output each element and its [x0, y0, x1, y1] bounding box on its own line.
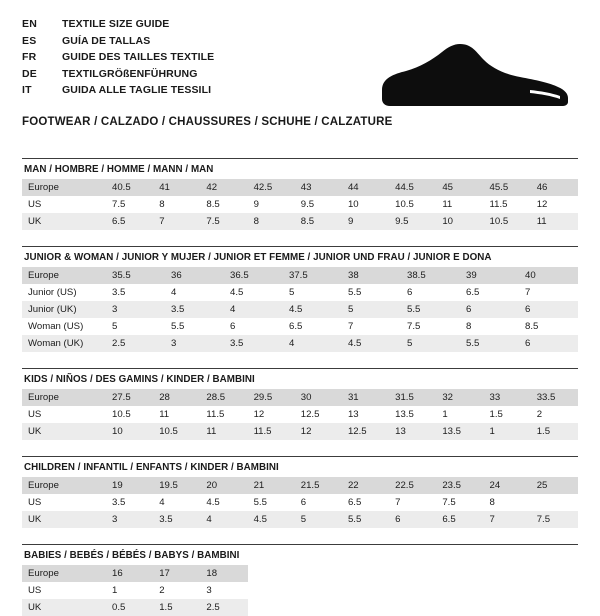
- table-cell: 21: [248, 477, 295, 494]
- table-cell: [389, 582, 436, 599]
- table-cell: 3: [106, 301, 165, 318]
- table-cell: 43: [295, 179, 342, 196]
- table-cell: 10: [106, 423, 153, 440]
- table-row: [22, 284, 578, 301]
- table-cell: [531, 599, 578, 616]
- table-row: [22, 494, 578, 511]
- row-label: Europe: [22, 389, 106, 406]
- table-cell: 13: [342, 406, 389, 423]
- table-cell: [436, 599, 483, 616]
- section-heading: JUNIOR & WOMAN / JUNIOR Y MUJER / JUNIOR ET FEMME / JUNIOR UND FRAU / JUNIOR E DONA: [22, 246, 578, 267]
- table-cell: 40: [519, 267, 578, 284]
- table-cell: 10: [436, 213, 483, 230]
- row-label: Europe: [22, 477, 106, 494]
- table-cell: 12.5: [295, 406, 342, 423]
- size-table: [22, 565, 578, 616]
- language-title: GUIDA ALLE TAGLIE TESSILI: [62, 84, 212, 96]
- table-cell: 6.5: [436, 511, 483, 528]
- table-cell: 31.5: [389, 389, 436, 406]
- table-row: [22, 318, 578, 335]
- table-cell: 6: [389, 511, 436, 528]
- row-label: Europe: [22, 565, 106, 582]
- table-cell: 4.5: [224, 284, 283, 301]
- row-label: Woman (UK): [22, 335, 106, 352]
- table-cell: 2.5: [106, 335, 165, 352]
- row-label: Junior (UK): [22, 301, 106, 318]
- table-cell: 38.5: [401, 267, 460, 284]
- table-cell: 25: [531, 477, 578, 494]
- table-cell: 8.5: [200, 196, 247, 213]
- row-label: Europe: [22, 267, 106, 284]
- table-cell: 7.5: [436, 494, 483, 511]
- table-row: [22, 335, 578, 352]
- table-cell: [436, 582, 483, 599]
- table-cell: 5.5: [248, 494, 295, 511]
- table-cell: [295, 565, 342, 582]
- table-cell: 46: [531, 179, 578, 196]
- table-cell: 1: [106, 582, 153, 599]
- row-label: Europe: [22, 179, 106, 196]
- table-cell: 39: [460, 267, 519, 284]
- size-section: [22, 246, 578, 352]
- table-cell: 5.5: [342, 511, 389, 528]
- table-cell: 4: [153, 494, 200, 511]
- table-cell: 8: [248, 213, 295, 230]
- row-label: UK: [22, 213, 106, 230]
- table-cell: 33: [484, 389, 531, 406]
- table-row: [22, 267, 578, 284]
- language-row: [22, 35, 214, 52]
- table-cell: 5: [295, 511, 342, 528]
- table-cell: 9.5: [389, 213, 436, 230]
- table-cell: 3.5: [106, 494, 153, 511]
- table-cell: 4: [283, 335, 342, 352]
- table-cell: 38: [342, 267, 401, 284]
- section-heading: KIDS / NIÑOS / DES GAMINS / KINDER / BAMBINI: [22, 368, 578, 389]
- language-code: IT: [22, 84, 32, 96]
- table-cell: 8: [484, 494, 531, 511]
- table-cell: [531, 582, 578, 599]
- table-cell: 7.5: [531, 511, 578, 528]
- table-cell: 10: [342, 196, 389, 213]
- table-cell: 22: [342, 477, 389, 494]
- table-cell: 10.5: [153, 423, 200, 440]
- table-cell: 9.5: [295, 196, 342, 213]
- table-cell: 4: [165, 284, 224, 301]
- table-cell: 10.5: [484, 213, 531, 230]
- table-cell: 18: [200, 565, 247, 582]
- table-cell: 8.5: [519, 318, 578, 335]
- table-cell: [436, 565, 483, 582]
- table-cell: 11: [200, 423, 247, 440]
- size-table: [22, 477, 578, 528]
- table-cell: 5: [106, 318, 165, 335]
- table-cell: [342, 582, 389, 599]
- table-cell: 9: [342, 213, 389, 230]
- table-cell: 41: [153, 179, 200, 196]
- language-title: GUÍA DE TALLAS: [62, 34, 151, 47]
- table-cell: [484, 565, 531, 582]
- table-cell: [295, 599, 342, 616]
- row-label: Woman (US): [22, 318, 106, 335]
- row-label: US: [22, 494, 106, 511]
- table-cell: 11.5: [248, 423, 295, 440]
- table-cell: 21.5: [295, 477, 342, 494]
- table-cell: 7: [153, 213, 200, 230]
- size-section: [22, 158, 578, 230]
- table-cell: 11: [531, 213, 578, 230]
- section-heading: MAN / HOMBRE / HOMME / MANN / MAN: [22, 158, 578, 179]
- language-row: [22, 51, 214, 68]
- language-row: [22, 84, 214, 101]
- table-cell: [389, 599, 436, 616]
- row-label: US: [22, 582, 106, 599]
- table-cell: 4: [224, 301, 283, 318]
- table-row: [22, 301, 578, 318]
- row-label: Junior (US): [22, 284, 106, 301]
- table-cell: 5.5: [460, 335, 519, 352]
- table-cell: 37.5: [283, 267, 342, 284]
- table-cell: [248, 565, 295, 582]
- table-row: [22, 599, 578, 616]
- table-cell: [389, 565, 436, 582]
- table-cell: 0.5: [106, 599, 153, 616]
- size-section: [22, 544, 578, 616]
- table-cell: 19.5: [153, 477, 200, 494]
- table-cell: 11.5: [484, 196, 531, 213]
- table-cell: 4.5: [248, 511, 295, 528]
- table-cell: 2.5: [200, 599, 247, 616]
- language-code: FR: [22, 51, 37, 63]
- table-cell: 4.5: [283, 301, 342, 318]
- table-cell: 7.5: [200, 213, 247, 230]
- table-cell: 10.5: [106, 406, 153, 423]
- table-cell: 12.5: [342, 423, 389, 440]
- table-row: [22, 389, 578, 406]
- table-row: [22, 565, 578, 582]
- language-title-list: [22, 18, 214, 101]
- table-cell: 6: [295, 494, 342, 511]
- table-cell: 3.5: [153, 511, 200, 528]
- table-row: [22, 179, 578, 196]
- table-cell: 13.5: [436, 423, 483, 440]
- table-cell: 6: [519, 335, 578, 352]
- table-cell: 17: [153, 565, 200, 582]
- table-cell: 3.5: [106, 284, 165, 301]
- table-cell: 10.5: [389, 196, 436, 213]
- table-cell: 3: [165, 335, 224, 352]
- table-cell: 44: [342, 179, 389, 196]
- table-cell: 3: [106, 511, 153, 528]
- language-title: TEXTILGRÖßENFÜHRUNG: [62, 67, 198, 80]
- table-cell: 5.5: [342, 284, 401, 301]
- table-cell: 6: [401, 284, 460, 301]
- table-cell: [248, 599, 295, 616]
- table-cell: [484, 582, 531, 599]
- table-cell: 2: [531, 406, 578, 423]
- table-cell: 12: [248, 406, 295, 423]
- table-cell: 7.5: [106, 196, 153, 213]
- table-cell: 29.5: [248, 389, 295, 406]
- table-cell: 7: [342, 318, 401, 335]
- table-cell: 1.5: [531, 423, 578, 440]
- table-cell: 45.5: [484, 179, 531, 196]
- table-cell: 22.5: [389, 477, 436, 494]
- table-cell: [342, 599, 389, 616]
- table-cell: 27.5: [106, 389, 153, 406]
- table-cell: [342, 565, 389, 582]
- table-cell: 5.5: [401, 301, 460, 318]
- row-label: UK: [22, 599, 106, 616]
- table-row: [22, 213, 578, 230]
- table-cell: 33.5: [531, 389, 578, 406]
- size-section: [22, 456, 578, 528]
- size-table: [22, 267, 578, 352]
- table-cell: 8: [153, 196, 200, 213]
- table-cell: [295, 582, 342, 599]
- table-cell: 8.5: [295, 213, 342, 230]
- page-title: FOOTWEAR / CALZADO / CHAUSSURES / SCHUHE / CALZATURE: [22, 116, 393, 128]
- table-cell: 35.5: [106, 267, 165, 284]
- table-cell: 3: [200, 582, 247, 599]
- document-header: [22, 18, 578, 104]
- table-cell: 30: [295, 389, 342, 406]
- row-label: UK: [22, 423, 106, 440]
- table-cell: 1.5: [484, 406, 531, 423]
- table-cell: 44.5: [389, 179, 436, 196]
- section-heading: BABIES / BEBÉS / BÉBÉS / BABYS / BAMBINI: [22, 544, 578, 565]
- table-cell: 7.5: [401, 318, 460, 335]
- table-row: [22, 477, 578, 494]
- table-cell: 42: [200, 179, 247, 196]
- dress-shoe-icon: [380, 38, 570, 108]
- table-cell: [248, 582, 295, 599]
- table-cell: 1.5: [153, 599, 200, 616]
- row-label: US: [22, 196, 106, 213]
- table-cell: 42.5: [248, 179, 295, 196]
- table-cell: [531, 494, 578, 511]
- table-cell: 4.5: [200, 494, 247, 511]
- size-section: [22, 368, 578, 440]
- table-cell: 5: [342, 301, 401, 318]
- language-title: GUIDE DES TAILLES TEXTILE: [62, 51, 215, 63]
- table-cell: 1: [436, 406, 483, 423]
- table-cell: 28.5: [200, 389, 247, 406]
- table-cell: 36: [165, 267, 224, 284]
- table-cell: 12: [295, 423, 342, 440]
- table-cell: 7: [484, 511, 531, 528]
- table-cell: 1: [484, 423, 531, 440]
- table-cell: 5: [283, 284, 342, 301]
- table-cell: 4: [200, 511, 247, 528]
- table-cell: 4.5: [342, 335, 401, 352]
- table-cell: 11: [153, 406, 200, 423]
- size-table: [22, 179, 578, 230]
- table-cell: 5: [401, 335, 460, 352]
- table-cell: 16: [106, 565, 153, 582]
- table-cell: 11.5: [200, 406, 247, 423]
- table-cell: 20: [200, 477, 247, 494]
- table-cell: 6: [519, 301, 578, 318]
- table-cell: 3.5: [224, 335, 283, 352]
- table-cell: 13: [389, 423, 436, 440]
- table-cell: 12: [531, 196, 578, 213]
- table-cell: 6.5: [342, 494, 389, 511]
- size-table: [22, 389, 578, 440]
- table-cell: 31: [342, 389, 389, 406]
- table-cell: [531, 565, 578, 582]
- table-row: [22, 423, 578, 440]
- table-cell: 6.5: [283, 318, 342, 335]
- table-row: [22, 406, 578, 423]
- table-cell: 6.5: [460, 284, 519, 301]
- table-cell: 24: [484, 477, 531, 494]
- table-cell: 32: [436, 389, 483, 406]
- table-cell: 45: [436, 179, 483, 196]
- language-code: DE: [22, 67, 37, 80]
- table-cell: 36.5: [224, 267, 283, 284]
- row-label: UK: [22, 511, 106, 528]
- section-heading: CHILDREN / INFANTIL / ENFANTS / KINDER / BAMBINI: [22, 456, 578, 477]
- language-title: TEXTILE SIZE GUIDE: [62, 18, 170, 30]
- size-tables-container: [22, 158, 578, 616]
- table-cell: 40.5: [106, 179, 153, 196]
- table-row: [22, 196, 578, 213]
- language-row: [22, 18, 214, 35]
- table-cell: 2: [153, 582, 200, 599]
- table-cell: 5.5: [165, 318, 224, 335]
- row-label: US: [22, 406, 106, 423]
- table-cell: 6: [224, 318, 283, 335]
- table-cell: 7: [519, 284, 578, 301]
- table-cell: 23.5: [436, 477, 483, 494]
- table-cell: 8: [460, 318, 519, 335]
- table-cell: 19: [106, 477, 153, 494]
- table-cell: 9: [248, 196, 295, 213]
- table-cell: 13.5: [389, 406, 436, 423]
- table-cell: [484, 599, 531, 616]
- table-row: [22, 511, 578, 528]
- table-cell: 28: [153, 389, 200, 406]
- table-cell: 3.5: [165, 301, 224, 318]
- table-cell: 6.5: [106, 213, 153, 230]
- language-code: EN: [22, 18, 37, 30]
- table-cell: 6: [460, 301, 519, 318]
- table-row: [22, 582, 578, 599]
- table-cell: 11: [436, 196, 483, 213]
- table-cell: 7: [389, 494, 436, 511]
- language-row: [22, 68, 214, 85]
- language-code: ES: [22, 34, 37, 47]
